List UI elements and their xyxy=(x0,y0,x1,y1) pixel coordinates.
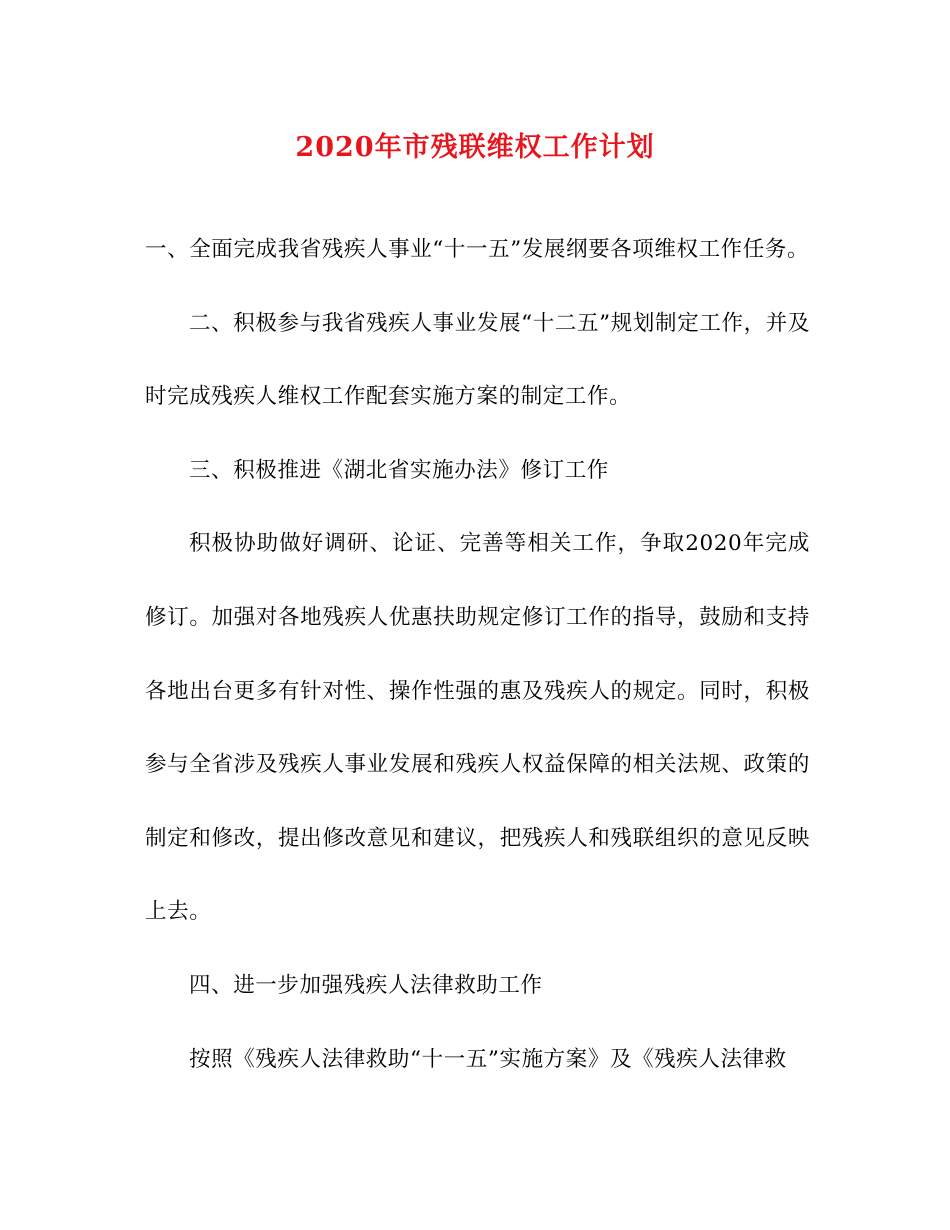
section-heading-3: 三、积极推进《湖北省实施办法》修订工作 xyxy=(189,457,609,483)
paragraph-2: 二、积极参与我省残疾人事业发展“十二五”规划制定工作，并及时完成残疾人维权工作配套实施方案的制定工作。 xyxy=(145,310,810,410)
paragraph-1: 一、全面完成我省残疾人事业“十一五”发展纲要各项维权工作任务。 xyxy=(145,237,810,262)
document-body xyxy=(145,213,810,1096)
section-heading-4: 四、进一步加强残疾人法律救助工作 xyxy=(189,972,543,998)
document-title: 2020年市残联维权工作计划 xyxy=(295,132,655,163)
paragraph-4: 积极协助做好调研、论证、完善等相关工作，争取2020年完成修订。加强对各地残疾人优惠扶助规定修订工作的指导，鼓励和支持各地出台更多有针对性、操作性强的惠及残疾人的规定。同时，积极参与全省涉及残疾人事业发展和残疾人权益保障的相关法规、政策的制定和修改，提出修改意见和建议，把残疾人和残联组织的意见反映上去。 xyxy=(145,531,810,925)
paragraph-5: 按照《残疾人法律救助“十一五”实施方案》及《残疾人法律救 xyxy=(189,1046,787,1072)
